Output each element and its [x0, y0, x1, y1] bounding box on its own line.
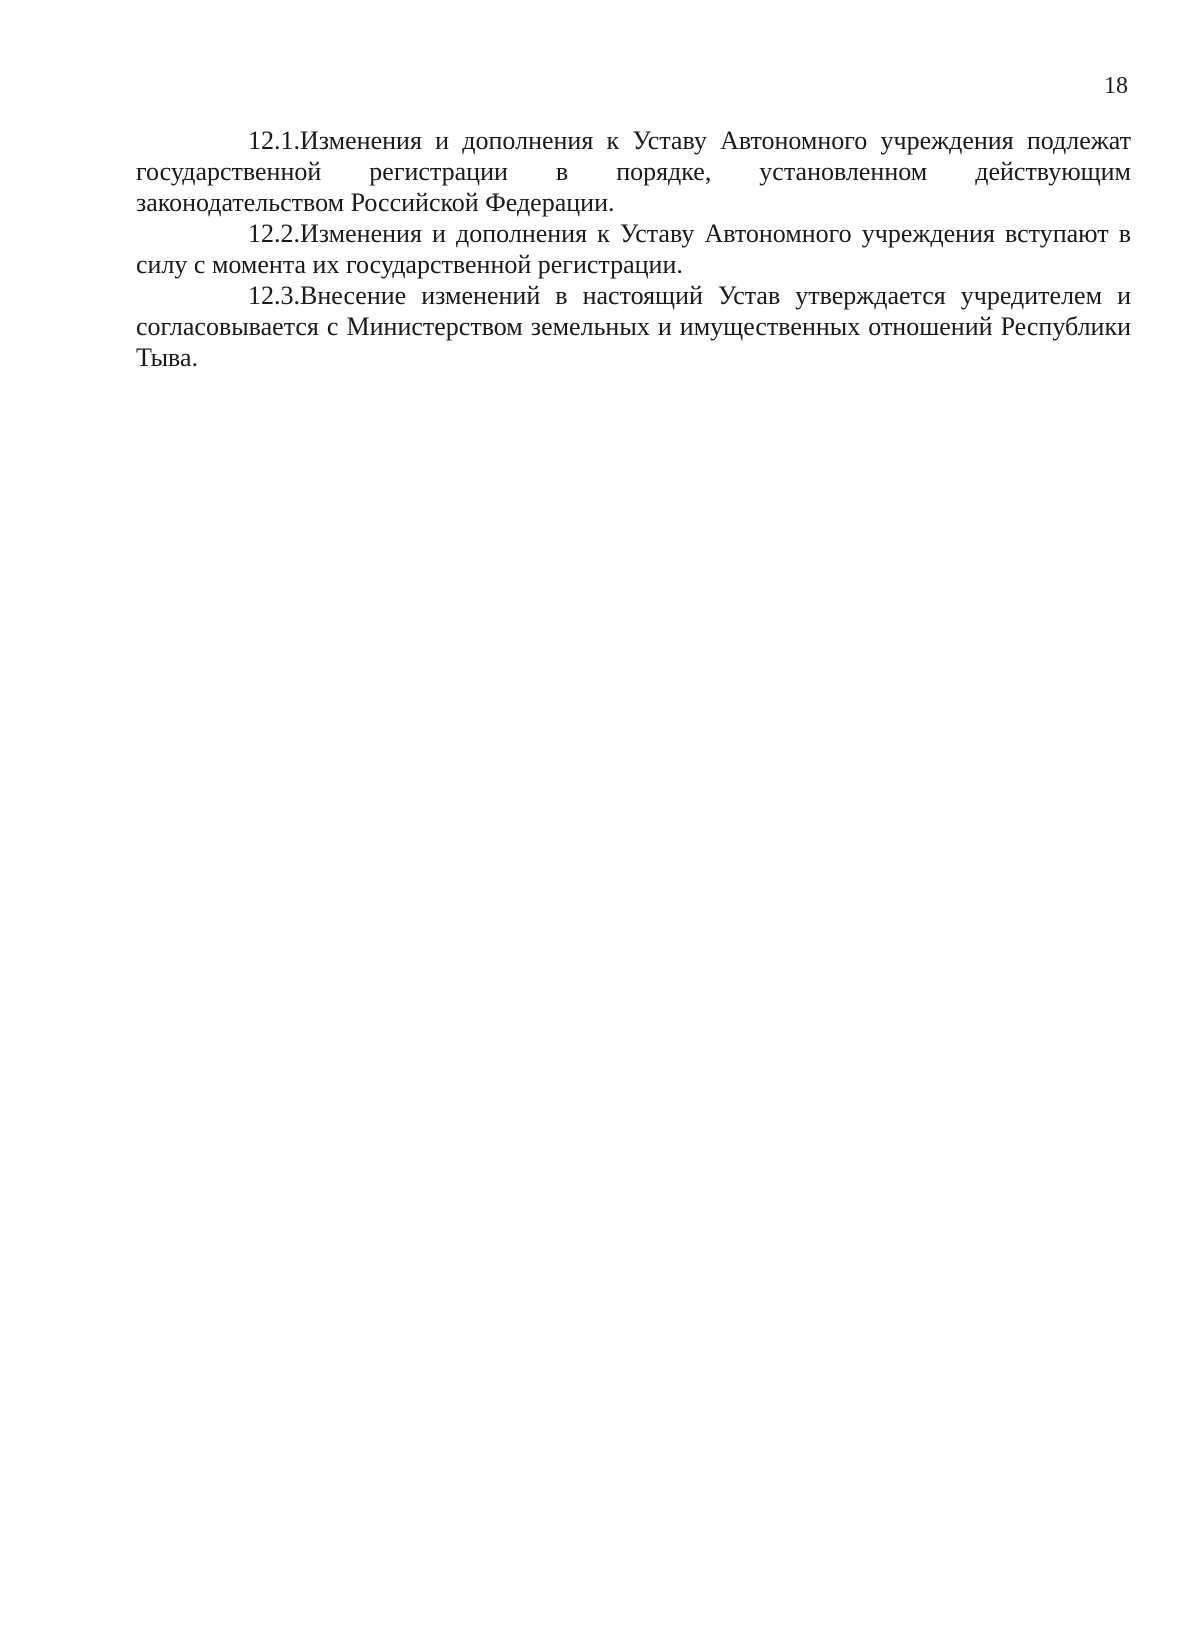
clause-12-1 — [136, 125, 1131, 218]
clause-text: Внесение изменений в настоящий Устав утверждается учредителем и согласовывается с Министерством земельных и имущественных отношений Республики Тыва. — [136, 281, 1131, 372]
clause-number: 12.2. — [248, 219, 300, 248]
clause-text: Изменения и дополнения к Уставу Автономного учреждения подлежат государственной регистрации в порядке, установленном действующим законодательством Российской Федерации. — [136, 126, 1131, 217]
document-body — [136, 125, 1131, 373]
page-number: 18 — [1104, 73, 1128, 99]
clause-number: 12.3. — [248, 281, 300, 310]
clause-12-2 — [136, 218, 1131, 280]
clause-number: 12.1. — [248, 126, 300, 155]
clause-12-3 — [136, 280, 1131, 373]
clause-text: Изменения и дополнения к Уставу Автономного учреждения вступают в силу с момента их государственной регистрации. — [136, 219, 1131, 279]
